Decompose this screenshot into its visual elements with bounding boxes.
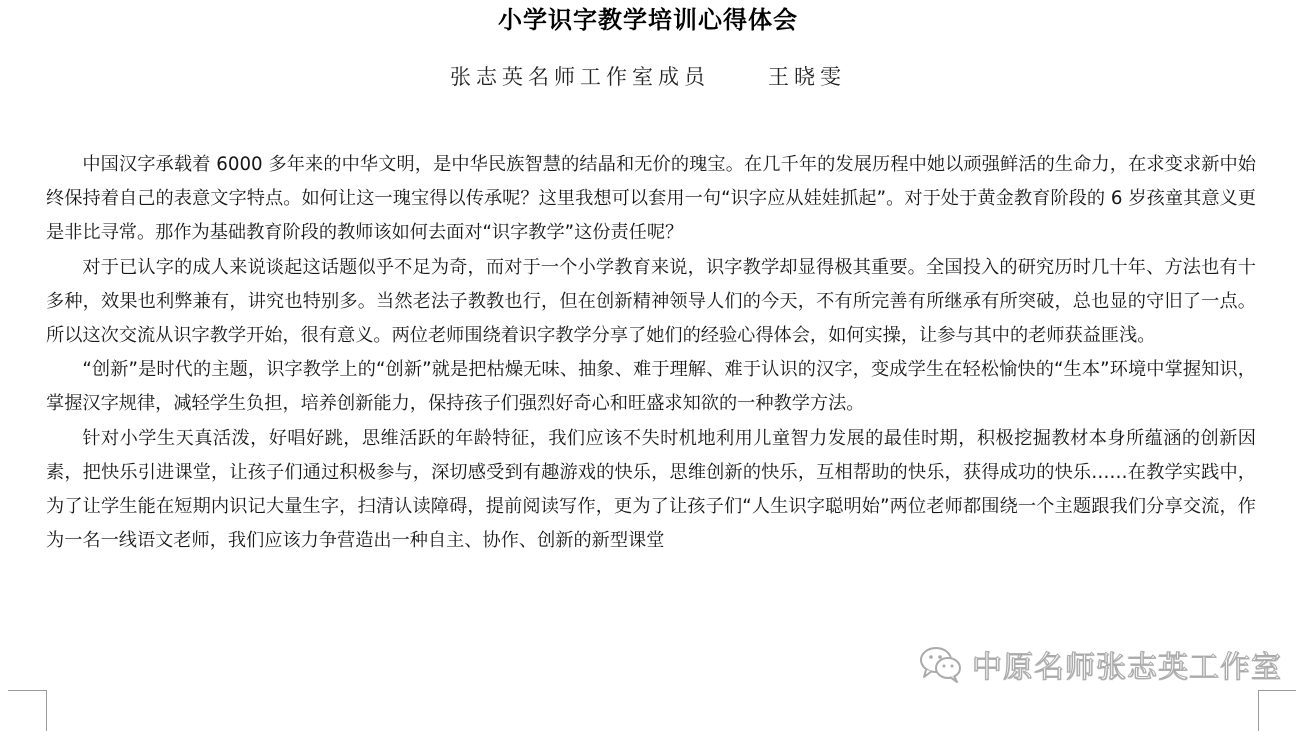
paragraph-1: 中国汉字承载着 6000 多年来的中华文明，是中华民族智慧的结晶和无价的瑰宝。在几千年的发展历程中她以顽强鲜活的生命力，在求变求新中始终保持着自己的表意文字特点。如何让这一瑰宝得以传承呢？这里我想可以套用一句“识字应从娃娃抓起”。对于处于黄金教育阶段的 6 岁孩童其意义更是非比寻常。那作为基础教育阶段的教师该如何去面对“识字教学”这份责任呢？ bbox=[46, 154, 1256, 244]
wechat-icon bbox=[918, 644, 964, 684]
watermark bbox=[918, 636, 1282, 692]
page-corner-mark-left bbox=[8, 690, 47, 731]
paragraph-4: 针对小学生天真活泼，好唱好跳，思维活跃的年龄特征，我们应该不失时机地利用儿童智力发展的最佳时期，积极挖掘教材本身所蕴涵的创新因素，把快乐引进课堂，让孩子们通过积极参与，深切感受到有趣游戏的快乐，思维创新的快乐，互相帮助的快乐，获得成功的快乐……在教学实践中，为了让学生能在短期内识记大量生字，扫清认读障碍，提前阅读写作，更为了让孩子们“人生识字聪明始”两位老师都围绕一个主题跟我们分享交流，作为一名一线语文老师，我们应该力争营造出一种自主、协作、创新的新型课堂 bbox=[46, 427, 1256, 552]
page-corner-mark-right bbox=[1258, 690, 1296, 731]
paragraph-3: “创新”是时代的主题，识字教学上的“创新”就是把枯燥无味、抽象、难于理解、难于认识的汉字，变成学生在轻松愉快的“生本”环境中掌握知识，掌握汉字规律，减轻学生负担，培养创新能力，保持孩子们强烈好奇心和旺盛求知欲的一种教学方法。 bbox=[46, 359, 1256, 415]
author-byline bbox=[0, 60, 1296, 94]
author-org: 张志英名师工作室成员 bbox=[450, 65, 710, 89]
paragraph-2: 对于已认字的成人来说谈起这话题似乎不足为奇，而对于一个小学教育来说，识字教学却显得极其重要。全国投入的研究历时几十年、方法也有十多种，效果也利弊兼有，讲究也特别多。当然老法子教教也行，但在创新精神领导人们的今天，不有所完善有所继承有所突破，总也显的守旧了一点。 所以这次交流从识字教学开始，很有意义。两位老师围绕着识字教学分享了她们的经验心得体会，如何实操，让参与其中的老师获益匪浅。 bbox=[46, 256, 1256, 347]
document-body bbox=[46, 148, 1256, 558]
watermark-text: 中原名师张志英工作室 bbox=[972, 650, 1282, 685]
author-name: 王晓雯 bbox=[768, 65, 846, 89]
document-title: 小学识字教学培训心得体会 bbox=[498, 6, 798, 34]
